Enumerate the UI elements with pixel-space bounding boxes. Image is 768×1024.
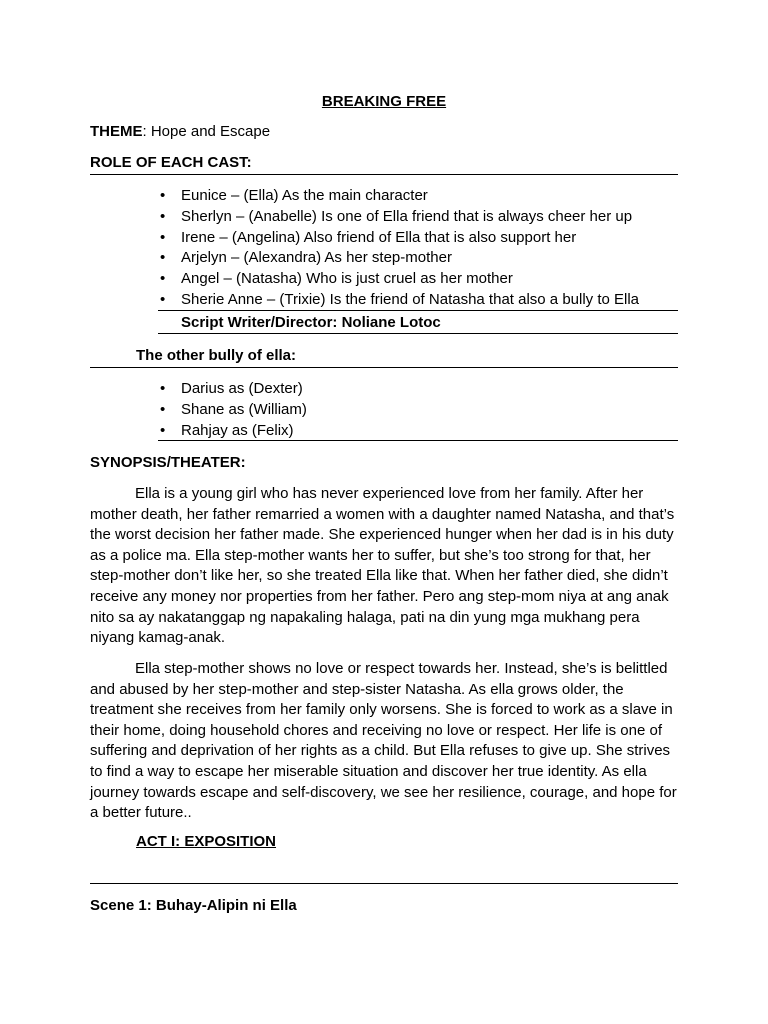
cast-list	[160, 186, 639, 311]
other-bully-heading: The other bully of ella:	[136, 347, 297, 364]
list-item: • Shane as (William)	[160, 400, 307, 421]
divider	[90, 883, 678, 884]
divider	[158, 440, 678, 441]
document-title: BREAKING FREE	[321, 93, 447, 110]
scene-heading: Scene 1: Buhay-Alipin ni Ella	[90, 897, 297, 914]
divider	[90, 174, 678, 175]
bully-list	[160, 379, 307, 441]
script-writer: Script Writer/Director: Noliane Lotoc	[181, 314, 441, 331]
list-item: • Irene – (Angelina) Also friend of Ella that is also support her	[160, 228, 639, 249]
divider	[158, 333, 678, 334]
list-item: • Rahjay as (Felix)	[160, 421, 307, 442]
theme-line	[90, 123, 270, 141]
act-heading: ACT I: EXPOSITION	[136, 833, 277, 850]
divider	[158, 310, 678, 311]
list-item: • Angel – (Natasha) Who is just cruel as her mother	[160, 269, 639, 290]
list-item: • Sherie Anne – (Trixie) Is the friend of Natasha that also a bully to Ella	[160, 290, 639, 311]
list-item: • Sherlyn – (Anabelle) Is one of Ella friend that is always cheer her up	[160, 207, 639, 228]
divider	[90, 367, 678, 368]
list-item: • Darius as (Dexter)	[160, 379, 307, 400]
list-item: • Arjelyn – (Alexandra) As her step-mother	[160, 248, 639, 269]
synopsis-paragraph-2: Ella step-mother shows no love or respect towards her. Instead, she’s is belittled and abused by her step-mother and step-sister Natasha. As ella grows older, the treatment she receives from her family only worsens. She is forced to work as a slave in their home, doing household chores and receiving no love or respect. Her life is one of suffering and deprivation of her rights as a child. But Ella refuses to give up. She strives to find a way to escape her miserable situation and discover her true identity. As ella journey towards escape and self-discovery, we see her resilience, courage, and hope for a better future..	[90, 660, 677, 822]
theme-label: THEME	[90, 123, 143, 140]
role-heading: ROLE OF EACH CAST:	[90, 154, 252, 171]
synopsis-paragraph-1: Ella is a young girl who has never experienced love from her family. After her mother death, her father remarried a women with a daughter named Natasha, and that’s the worst decision her father made. She experienced hunger when her dad is in his duty as a police ma. Ella step-mother wants her to suffer, but she’s too strong for that, her step-mother don’t like her, so she treated Ella like that. When her father died, she didn’t receive any money nor properties from her father. Pero ang step-mom niya at ang anak nito sa ay nakatanggap ng napakaling halaga, pati na din yung mga mukhang pera niyang kamag-anak.	[90, 485, 675, 647]
list-item: • Eunice – (Ella) As the main character	[160, 186, 639, 207]
theme-value: : Hope and Escape	[142, 123, 271, 140]
synopsis-heading: SYNOPSIS/THEATER:	[90, 454, 246, 471]
